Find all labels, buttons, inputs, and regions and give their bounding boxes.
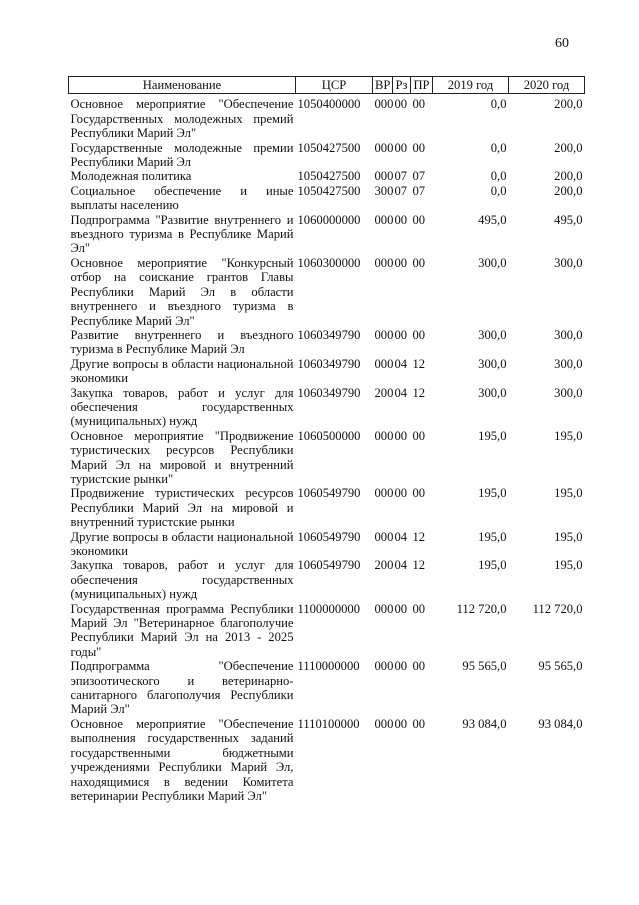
row-vr: 000 — [374, 255, 394, 270]
header-2019: 2019 год — [433, 77, 509, 94]
row-pr: 07 — [412, 183, 426, 198]
row-name: Государственная программа Республики Марий Эл "Ветеринарное благополучие Республики Марий Эл на 2013 - 2025 годы" — [70, 601, 294, 659]
row-vr: 000 — [374, 428, 394, 443]
row-pr: 00 — [412, 327, 426, 342]
row-value-2020: 95 565,0 — [538, 659, 583, 674]
table-row — [69, 429, 585, 487]
row-name: Молодежная политика — [70, 169, 192, 184]
row-name: Подпрограмма "Развитие внутреннего и въездного туризма в Республике Марий Эл" — [70, 212, 294, 256]
row-value-2020: 93 084,0 — [538, 716, 583, 731]
row-value-2020: 300,0 — [554, 255, 583, 270]
table-row — [69, 141, 585, 170]
row-rz: 07 — [394, 169, 408, 184]
row-value-2019: 0,0 — [490, 140, 507, 155]
row-pr: 00 — [412, 428, 426, 443]
row-csr: 1100000000 — [297, 601, 361, 616]
row-value-2020: 195,0 — [554, 529, 583, 544]
table-row — [69, 169, 585, 183]
row-name: Продвижение туристических ресурсов Республики Марий Эл на мировой и внутренний туристские рынки — [70, 486, 294, 530]
table-row — [69, 94, 585, 141]
row-value-2020: 300,0 — [554, 327, 583, 342]
table-row — [69, 558, 585, 601]
row-value-2019: 300,0 — [478, 327, 507, 342]
row-rz: 00 — [394, 601, 408, 616]
row-pr: 00 — [412, 212, 426, 227]
row-pr: 07 — [412, 169, 426, 184]
row-name: Основное мероприятие "Продвижение туристических ресурсов Республики Марий Эл на мировой и внутренний туристские рынки" — [70, 428, 294, 486]
row-pr: 12 — [412, 385, 426, 400]
row-name: Основное мероприятие "Конкурсный отбор на соискание грантов Главы Республики Марий Эл в области внутреннего и въездного туризма в Республике Марий Эл" — [70, 255, 294, 328]
header-pr: ПР — [411, 77, 433, 94]
table-row — [69, 213, 585, 256]
row-csr: 1110100000 — [297, 716, 360, 731]
row-name: Основное мероприятие "Обеспечение выполнения государственных заданий государственными бюджетными учреждениями Республики Марий Эл, находящимися в ведении Комитета ветеринарии Республики Марий Эл" — [70, 716, 294, 803]
row-rz: 00 — [394, 255, 408, 270]
row-vr: 000 — [374, 327, 394, 342]
row-csr: 1110000000 — [297, 659, 360, 674]
table-row — [69, 717, 585, 803]
row-pr: 00 — [412, 255, 426, 270]
row-value-2020: 200,0 — [554, 97, 583, 112]
row-vr: 000 — [374, 140, 394, 155]
row-csr: 1050400000 — [297, 97, 361, 112]
budget-table — [68, 76, 585, 803]
table-row — [69, 386, 585, 429]
row-pr: 00 — [412, 97, 426, 112]
row-vr: 000 — [374, 486, 394, 501]
row-pr: 00 — [412, 486, 426, 501]
table-body — [69, 94, 585, 803]
row-rz: 04 — [394, 356, 408, 371]
row-name: Развитие внутреннего и въездного туризма в Республике Марий Эл — [70, 327, 294, 357]
row-name: Социальное обеспечение и иные выплаты населению — [70, 183, 294, 213]
row-value-2019: 300,0 — [478, 255, 507, 270]
row-value-2019: 95 565,0 — [462, 659, 507, 674]
row-rz: 00 — [394, 486, 408, 501]
table-row — [69, 602, 585, 660]
row-pr: 00 — [412, 716, 426, 731]
row-vr: 000 — [374, 169, 394, 184]
row-value-2019: 0,0 — [490, 169, 507, 184]
table-row — [69, 486, 585, 529]
row-pr: 12 — [412, 558, 426, 573]
row-value-2020: 112 720,0 — [532, 601, 583, 616]
row-csr: 1050427500 — [297, 183, 361, 198]
header-csr: ЦСР — [296, 77, 373, 94]
row-name: Другие вопросы в области национальной экономики — [70, 529, 294, 558]
row-rz: 00 — [394, 97, 408, 112]
row-value-2019: 195,0 — [478, 529, 507, 544]
row-rz: 00 — [394, 140, 408, 155]
row-value-2020: 195,0 — [554, 486, 583, 501]
row-value-2020: 300,0 — [554, 385, 583, 400]
row-csr: 1060349790 — [297, 327, 361, 342]
row-vr: 200 — [374, 558, 394, 573]
row-name: Основное мероприятие "Обеспечение Государственных молодежных премий Республики Марий Эл" — [70, 97, 294, 141]
row-csr: 1060549790 — [297, 529, 361, 544]
row-rz: 00 — [394, 659, 408, 674]
table-row — [69, 659, 585, 717]
row-csr: 1060349790 — [297, 385, 361, 400]
page-number: 60 — [555, 36, 569, 51]
row-value-2019: 195,0 — [478, 558, 507, 573]
row-vr: 000 — [374, 601, 394, 616]
row-value-2019: 112 720,0 — [456, 601, 507, 616]
row-value-2020: 200,0 — [554, 169, 583, 184]
row-rz: 00 — [394, 716, 408, 731]
row-value-2020: 200,0 — [554, 140, 583, 155]
row-value-2019: 0,0 — [490, 97, 507, 112]
row-value-2020: 195,0 — [554, 428, 583, 443]
row-rz: 04 — [394, 558, 408, 573]
row-csr: 1060000000 — [297, 212, 361, 227]
row-vr: 000 — [374, 212, 394, 227]
row-pr: 12 — [412, 356, 426, 371]
row-csr: 1060549790 — [297, 486, 361, 501]
header-rz: Рз — [393, 77, 411, 94]
table-row — [69, 328, 585, 357]
row-vr: 000 — [374, 97, 394, 112]
row-rz: 00 — [394, 212, 408, 227]
row-vr: 200 — [374, 385, 394, 400]
row-csr: 1060500000 — [297, 428, 361, 443]
row-rz: 07 — [394, 183, 408, 198]
table-row — [69, 530, 585, 559]
row-pr: 00 — [412, 601, 426, 616]
header-2020: 2020 год — [509, 77, 585, 94]
row-pr: 00 — [412, 659, 426, 674]
row-value-2019: 195,0 — [478, 428, 507, 443]
row-pr: 12 — [412, 529, 426, 544]
row-csr: 1060300000 — [297, 255, 361, 270]
row-csr: 1050427500 — [297, 169, 361, 184]
row-value-2020: 495,0 — [554, 212, 583, 227]
row-vr: 000 — [374, 529, 394, 544]
row-value-2019: 300,0 — [478, 356, 507, 371]
header-name: Наименование — [69, 77, 296, 94]
row-name: Закупка товаров, работ и услуг для обеспечения государственных (муниципальных) нужд — [70, 558, 294, 602]
row-csr: 1060349790 — [297, 356, 361, 371]
row-name: Государственные молодежные премии Республики Марий Эл — [70, 140, 294, 170]
row-rz: 04 — [394, 529, 408, 544]
row-rz: 00 — [394, 428, 408, 443]
row-vr: 000 — [374, 659, 394, 674]
row-pr: 00 — [412, 140, 426, 155]
row-csr: 1050427500 — [297, 140, 361, 155]
row-vr: 000 — [374, 356, 394, 371]
table-row — [69, 256, 585, 328]
row-csr: 1060549790 — [297, 558, 361, 573]
row-value-2020: 195,0 — [554, 558, 583, 573]
table-header-row — [69, 77, 585, 94]
row-value-2020: 300,0 — [554, 356, 583, 371]
row-value-2019: 93 084,0 — [462, 716, 507, 731]
row-value-2019: 195,0 — [478, 486, 507, 501]
row-value-2019: 0,0 — [490, 183, 507, 198]
table-row — [69, 357, 585, 386]
row-rz: 00 — [394, 327, 408, 342]
row-rz: 04 — [394, 385, 408, 400]
row-name: Подпрограмма "Обеспечение эпизоотического и ветеринарно-санитарного благополучия Республики Марий Эл" — [70, 659, 294, 717]
table-row — [69, 184, 585, 213]
row-vr: 300 — [374, 183, 394, 198]
row-value-2019: 495,0 — [478, 212, 507, 227]
row-value-2020: 200,0 — [554, 183, 583, 198]
row-name: Закупка товаров, работ и услуг для обеспечения государственных (муниципальных) нужд — [70, 385, 294, 429]
row-name: Другие вопросы в области национальной экономики — [70, 356, 294, 386]
header-vr: ВР — [373, 77, 393, 94]
row-vr: 000 — [374, 716, 394, 731]
row-value-2019: 300,0 — [478, 385, 507, 400]
